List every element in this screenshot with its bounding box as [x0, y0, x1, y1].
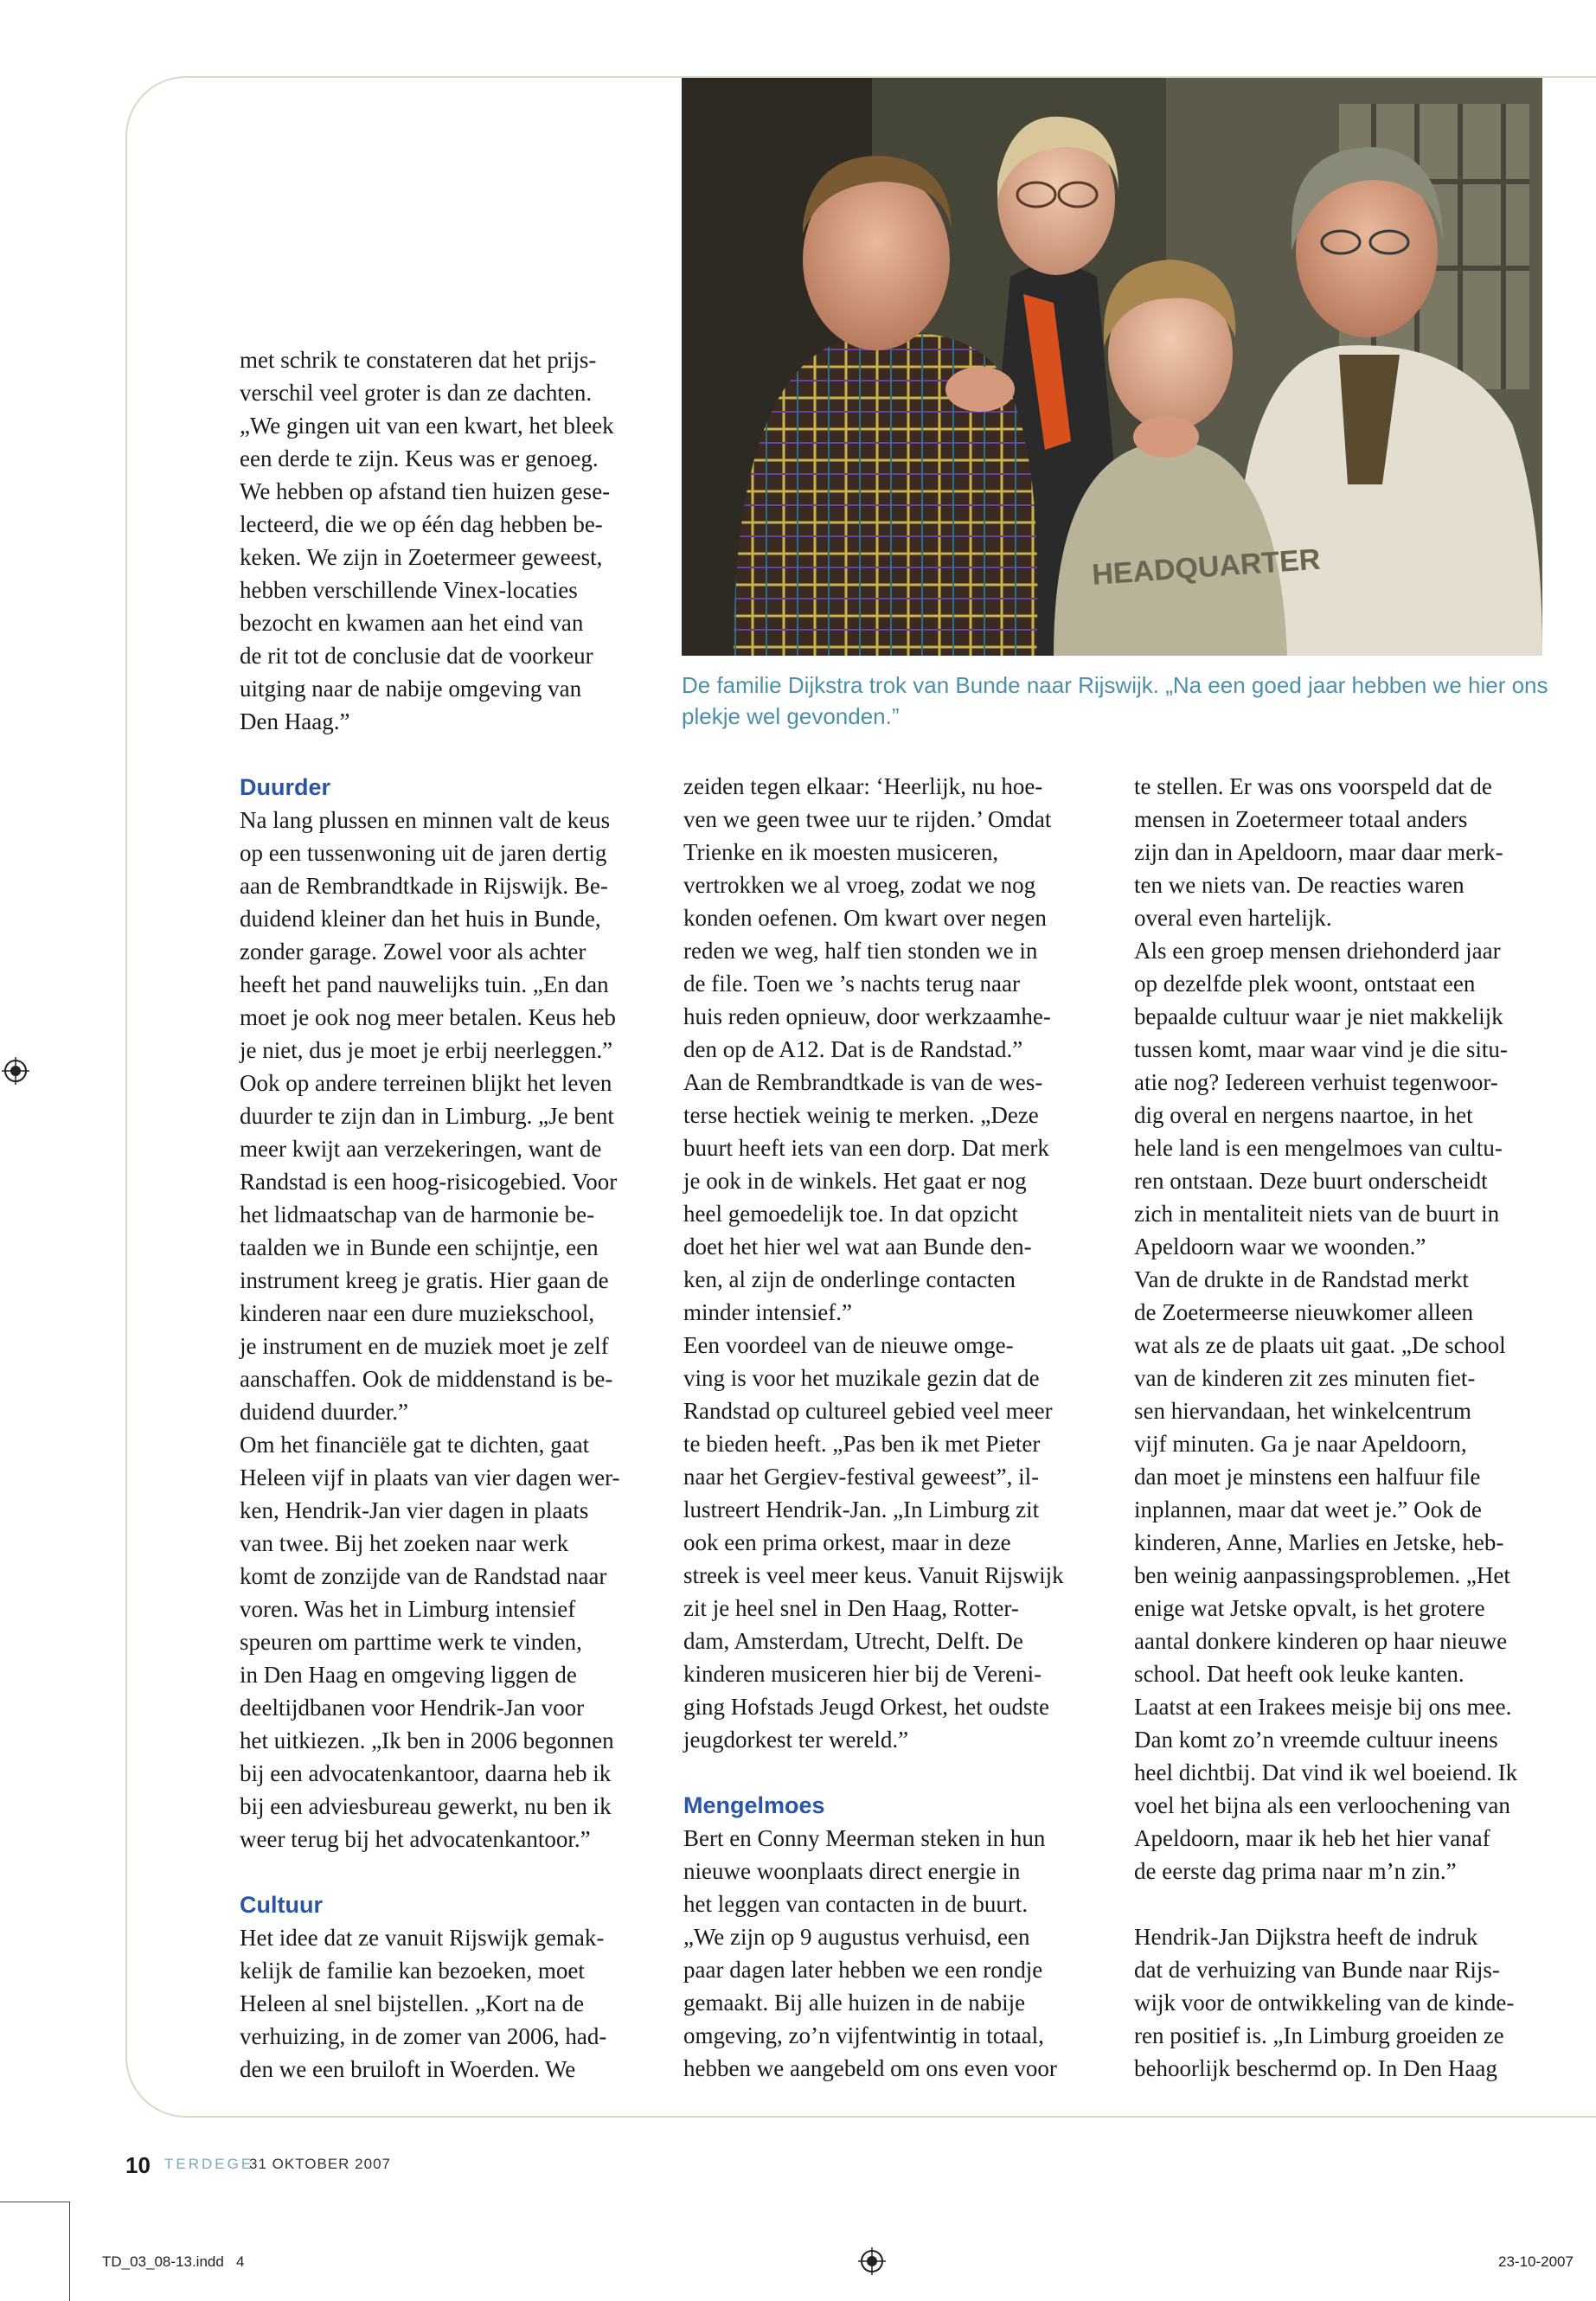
text-line: voren. Was het in Limburg intensief	[240, 1596, 576, 1622]
text-line: je ook in de winkels. Het gaat er nog	[683, 1168, 1027, 1194]
text-line: mensen in Zoetermeer totaal anders	[1134, 806, 1468, 832]
text-line: het uitkiezen. „Ik ben in 2006 begonnen	[240, 1727, 614, 1753]
text-line: tussen komt, maar waar vind je die situ-	[1134, 1036, 1508, 1062]
text-line: voel het bijna als een verloochening van	[1134, 1792, 1510, 1818]
text-line: Als een groep mensen driehonderd jaar	[1134, 938, 1501, 964]
text-line: de eerste dag prima naar m’n zin.”	[1134, 1858, 1457, 1884]
text-line: huis reden opnieuw, door werkzaamhe-	[683, 1003, 1051, 1029]
text-line: meer kwijt aan verzekeringen, want de	[240, 1136, 602, 1162]
text-line: bij een adviesbureau gewerkt, nu ben ik	[240, 1793, 612, 1819]
magazine-name: TERDEGE	[164, 2156, 254, 2172]
heading-mengelmoes: Mengelmoes	[683, 1792, 825, 1818]
text-line: ving is voor het muzikale gezin dat de	[683, 1365, 1040, 1391]
text-line: naar het Gergiev-festival geweest”, il-	[683, 1464, 1040, 1490]
text-line: moet je ook nog meer betalen. Keus heb	[240, 1004, 616, 1030]
text-line: een derde te zijn. Keus was er genoeg.	[240, 445, 599, 471]
text-line: komt de zonzijde van de Randstad naar	[240, 1563, 607, 1589]
text-line: dam, Amsterdam, Utrecht, Delft. De	[683, 1628, 1023, 1654]
text-line: in Den Haag en omgeving liggen de	[240, 1662, 577, 1688]
text-line: Den Haag.”	[240, 708, 350, 734]
text-line: ook een prima orkest, maar in deze	[683, 1529, 1011, 1555]
text-line: Laatst at een Irakees meisje bij ons mee.	[1134, 1694, 1512, 1720]
text-line: Aan de Rembrandtkade is van de wes-	[683, 1069, 1043, 1095]
text-line: lecteerd, die we op één dag hebben be-	[240, 511, 603, 537]
mengelmoes-text	[683, 1822, 1112, 2085]
text-line: overal even hartelijk.	[1134, 905, 1332, 931]
text-line: de rit tot de conclusie dat de voorkeur	[240, 643, 593, 669]
text-line: inplannen, maar dat weet je.” Ook de	[1134, 1497, 1482, 1522]
text-line: gemaakt. Bij alle huizen in de nabije	[683, 1990, 1026, 2016]
text-line: Hendrik-Jan Dijkstra heeft de indruk	[1134, 1924, 1478, 1950]
text-line: We hebben op afstand tien huizen gese-	[240, 478, 611, 504]
issue-date: 31 OKTOBER 2007	[249, 2156, 391, 2172]
text-line: Een voordeel van de nieuwe omge-	[683, 1332, 1014, 1358]
text-line: verhuizing, in de zomer van 2006, had-	[240, 2023, 607, 2049]
slug-filename: TD_03_08-13.indd 4	[102, 2253, 245, 2270]
text-line: verschil veel groter is dan ze dachten.	[240, 380, 593, 406]
text-line: zijn dan in Apeldoorn, maar daar merk-	[1134, 839, 1503, 865]
text-line: ging Hofstads Jeugd Orkest, het oudste	[683, 1694, 1049, 1720]
text-line: buurt heeft iets van een dorp. Dat merk	[683, 1135, 1049, 1161]
text-line: Na lang plussen en minnen valt de keus	[240, 807, 611, 833]
text-line: zonder garage. Zowel voor als achter	[240, 939, 586, 965]
text-line: heel dichtbij. Dat vind ik wel boeiend. Ik	[1134, 1759, 1518, 1785]
text-line: wijk voor de ontwikkeling van de kinde-	[1134, 1990, 1515, 2016]
text-line: vertrokken we al vroeg, zodat we nog	[683, 872, 1036, 898]
text-line: heeft het pand nauwelijks tuin. „En dan	[240, 971, 609, 997]
page-number: 10	[125, 2152, 151, 2178]
text-line: duurder te zijn dan in Limburg. „Je bent	[240, 1103, 614, 1129]
text-line: terse hectiek weinig te merken. „Deze	[683, 1102, 1039, 1128]
text-line: Apeldoorn, maar ik heb het hier vanaf	[1134, 1825, 1490, 1851]
text-line: weer terug bij het advocatenkantoor.”	[240, 1826, 591, 1852]
photo-caption: De familie Dijkstra trok van Bunde naar Rijswijk. „Na een goed jaar hebben we hier ons plekje wel gevonden.”	[682, 672, 1548, 729]
text-line: Dan komt zo’n vreemde cultuur ineens	[1134, 1727, 1498, 1753]
text-line: speuren om parttime werk te vinden,	[240, 1629, 582, 1655]
duurder-text	[240, 804, 659, 1856]
text-line: instrument kreeg je gratis. Hier gaan de	[240, 1267, 609, 1293]
text-line: dig overal en nergens naartoe, in het	[1134, 1102, 1473, 1128]
text-line: sen hiervandaan, het winkelcentrum	[1134, 1398, 1471, 1424]
text-line: bepaalde cultuur waar je niet makkelijk	[1134, 1003, 1503, 1029]
text-line: nieuwe woonplaats direct energie in	[683, 1858, 1021, 1884]
text-line: konden oefenen. Om kwart over negen	[683, 905, 1047, 931]
text-line: den op de A12. Dat is de Randstad.”	[683, 1036, 1023, 1062]
svg-text:HEADQUARTER: HEADQUARTER	[1091, 542, 1322, 592]
text-line: bij een advocatenkantoor, daarna heb ik	[240, 1760, 612, 1786]
text-line: school. Dat heeft ook leuke kanten.	[1134, 1661, 1465, 1687]
text-line: heel gemoedelijk toe. In dat opzicht	[683, 1201, 1018, 1227]
text-line: paar dagen later hebben we een rondje	[683, 1957, 1043, 1983]
text-line: op dezelfde plek woont, ontstaat een	[1134, 971, 1476, 997]
text-line: ren positief is. „In Limburg groeiden ze	[1134, 2022, 1504, 2048]
heading-duurder: Duurder	[240, 774, 331, 800]
text-line: je instrument en de muziek moet je zelf	[240, 1333, 609, 1359]
text-line: kelijk de familie kan bezoeken, moet	[240, 1958, 585, 1984]
text-line: deeltijdbanen voor Hendrik-Jan voor	[240, 1695, 585, 1721]
text-line: van twee. Bij het zoeken naar werk	[240, 1530, 569, 1556]
text-line: bezocht en kwamen aan het eind van	[240, 610, 584, 636]
text-line: ken, al zijn de onderlinge contacten	[683, 1266, 1016, 1292]
family-photo	[682, 78, 1542, 656]
text-line: Van de drukte in de Randstad merkt	[1134, 1266, 1469, 1292]
registration-mark-icon	[858, 2247, 886, 2275]
middle-column	[683, 770, 1112, 2085]
text-line: atie nog? Iedereen verhuist tegenwoor-	[1134, 1069, 1498, 1095]
text-line: aan de Rembrandtkade in Rijswijk. Be-	[240, 873, 608, 899]
text-line: duidend duurder.”	[240, 1399, 408, 1425]
text-line: Heleen al snel bijstellen. „Kort na de	[240, 1990, 585, 2016]
text-line: Bert en Conny Meerman steken in hun	[683, 1825, 1046, 1851]
text-line: Ook op andere terreinen blijkt het leven	[240, 1070, 612, 1096]
text-line: taalden we in Bunde een schijntje, een	[240, 1234, 599, 1260]
text-line: op een tussenwoning uit de jaren dertig	[240, 840, 607, 866]
text-line: je niet, dus je moet je erbij neerleggen.”	[240, 1037, 613, 1063]
text-line: Het idee dat ze vanuit Rijswijk gemak-	[240, 1925, 605, 1951]
text-line: Trienke en ik moesten musiceren,	[683, 839, 999, 865]
text-line: ren ontstaan. Deze buurt onderscheidt	[1134, 1168, 1488, 1194]
text-line: zit je heel snel in Den Haag, Rotter-	[683, 1595, 1019, 1621]
text-line: hele land is een mengelmoes van cultu-	[1134, 1135, 1503, 1161]
text-line: dan moet je minstens een halfuur file	[1134, 1464, 1481, 1490]
text-line: Om het financiële gat te dichten, gaat	[240, 1432, 590, 1458]
text-line: Heleen vijf in plaats van vier dagen wer-	[240, 1465, 620, 1490]
text-line: kinderen musiceren hier bij de Vereni-	[683, 1661, 1042, 1687]
text-line: kinderen, Anne, Marlies en Jetske, heb-	[1134, 1529, 1504, 1555]
text-line: het lidmaatschap van de harmonie be-	[240, 1202, 595, 1227]
intro-text	[240, 343, 659, 738]
text-line: Randstad is een hoog-risicogebied. Voor	[240, 1169, 618, 1195]
text-line: van de kinderen zit zes minuten fiet-	[1134, 1365, 1476, 1391]
text-line: wat als ze de plaats uit gaat. „De school	[1134, 1332, 1506, 1358]
text-line: minder intensief.”	[683, 1299, 852, 1325]
text-line: kinderen naar een dure muziekschool,	[240, 1300, 595, 1326]
text-line: hebben we aangebeld om ons even voor	[683, 2055, 1057, 2081]
text-line: Randstad op cultureel gebied veel meer	[683, 1398, 1053, 1424]
text-line: „We zijn op 9 augustus verhuisd, een	[683, 1924, 1030, 1950]
text-line: te bieden heeft. „Pas ben ik met Pieter	[683, 1431, 1041, 1457]
cultuur-text	[240, 1921, 659, 2086]
text-line: reden we weg, half tien stonden we in	[683, 938, 1038, 964]
text-line: vijf minuten. Ga je naar Apeldoorn,	[1134, 1431, 1467, 1457]
text-line: streek is veel meer keus. Vanuit Rijswijk	[683, 1562, 1064, 1588]
text-line: ben weinig aanpassingsproblemen. „Het	[1134, 1562, 1510, 1588]
text-line: dat de verhuizing van Bunde naar Rijs-	[1134, 1957, 1500, 1983]
middle-text	[683, 770, 1112, 1756]
text-line: het leggen van contacten in de buurt.	[683, 1891, 1029, 1917]
text-line: de Zoetermeerse nieuwkomer alleen	[1134, 1299, 1474, 1325]
text-line: uitging naar de nabije omgeving van	[240, 676, 582, 702]
text-line: keken. We zijn in Zoetermeer geweest,	[240, 544, 603, 570]
text-line: te stellen. Er was ons voorspeld dat de	[1134, 773, 1492, 799]
text-line: omgeving, zo’n vijfentwintig in totaal,	[683, 2022, 1044, 2048]
text-line: zich in mentaliteit niets van de buurt in	[1134, 1201, 1500, 1227]
left-column	[240, 343, 659, 2086]
heading-cultuur: Cultuur	[240, 1892, 323, 1918]
text-line: de file. Toen we ’s nachts terug naar	[683, 971, 1020, 997]
text-line: ven we geen twee uur te rijden.’ Omdat	[683, 806, 1052, 832]
registration-mark-icon	[2, 1057, 29, 1085]
right-text-continued	[1134, 1920, 1562, 2085]
text-line: enige wat Jetske opvalt, is het grotere	[1134, 1595, 1485, 1621]
right-text	[1134, 770, 1562, 1888]
text-line: aantal donkere kinderen op haar nieuwe	[1134, 1628, 1508, 1654]
text-line: Apeldoorn waar we woonden.”	[1134, 1234, 1426, 1259]
text-line: aanschaffen. Ook de middenstand is be-	[240, 1366, 613, 1392]
right-column	[1134, 770, 1562, 2085]
text-line: ten we niets van. De reacties waren	[1134, 872, 1465, 898]
text-line: behoorlijk beschermd op. In Den Haag	[1134, 2055, 1497, 2081]
text-line: den we een bruiloft in Woerden. We	[240, 2056, 576, 2082]
text-line: duidend kleiner dan het huis in Bunde,	[240, 906, 601, 932]
text-line: lustreert Hendrik-Jan. „In Limburg zit	[683, 1497, 1040, 1522]
slug-date: 23-10-2007	[1498, 2253, 1574, 2270]
text-line: doet het hier wel wat aan Bunde den-	[683, 1234, 1032, 1259]
text-line: met schrik te constateren dat het prijs-	[240, 347, 597, 373]
text-line: jeugdorkest ter wereld.”	[683, 1727, 909, 1753]
text-line: hebben verschillende Vinex-locaties	[240, 577, 578, 603]
text-line: ken, Hendrik-Jan vier dagen in plaats	[240, 1497, 589, 1523]
text-line: „We gingen uit van een kwart, het bleek	[240, 413, 614, 439]
crop-mark	[69, 2202, 70, 2301]
text-line: zeiden tegen elkaar: ‘Heerlijk, nu hoe-	[683, 773, 1043, 799]
